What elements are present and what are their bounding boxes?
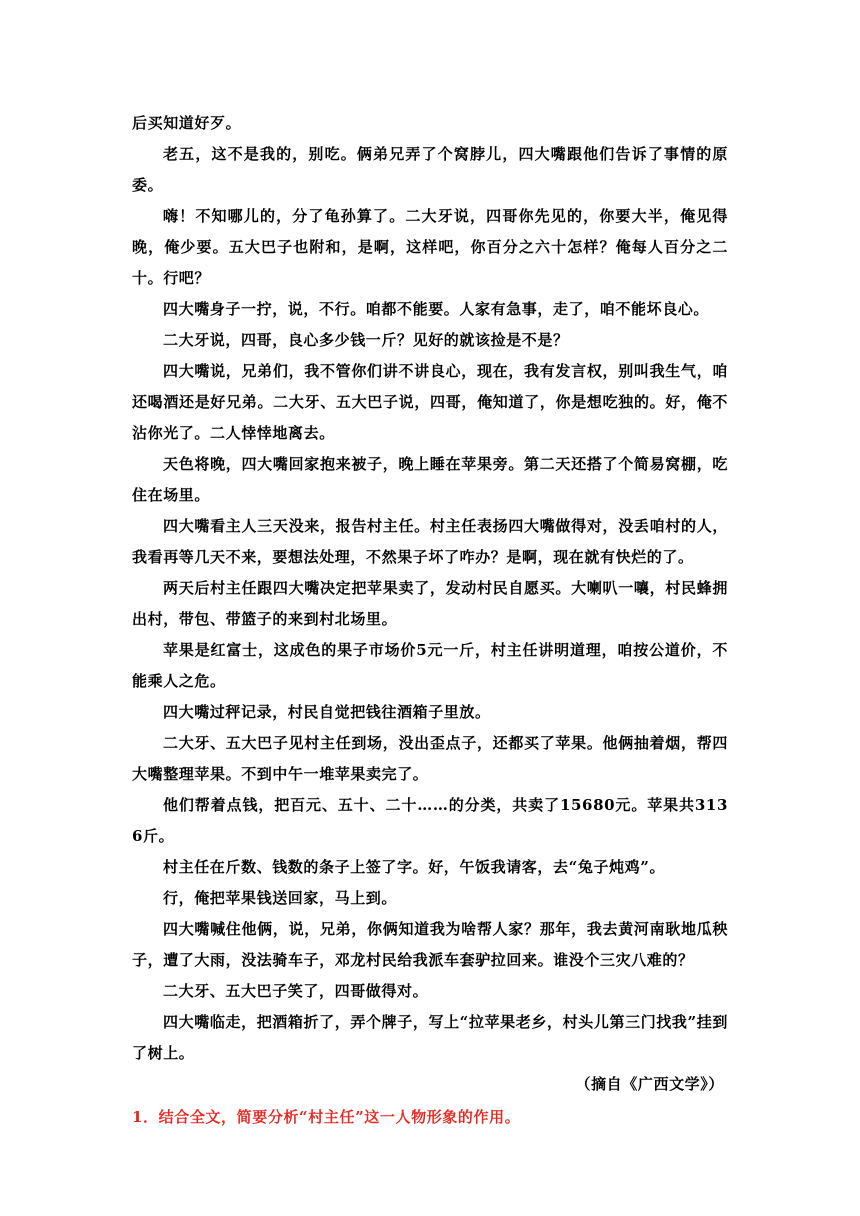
paragraph-12: 他们帮着点钱，把百元、五十、二十……的分类，共卖了15680元。苹果共3136斤。: [132, 796, 728, 845]
paragraph-1: 老五，这不是我的，别吃。俩弟兄弄了个窝脖儿，四大嘴跟他们告诉了事情的原委。: [132, 145, 728, 194]
paragraph-continuation: 后买知道好歹。: [132, 114, 242, 132]
paragraph-13: 村主任在斤数、钱数的条子上签了字。好，午饭我请客，去“兔子炖鸡”。: [163, 858, 666, 876]
paragraph-6: 天色将晚，四大嘴回家抱来被子，晚上睡在苹果旁。第二天还搭了个简易窝棚，吃住在场里。: [132, 455, 728, 504]
paragraph-17: 四大嘴临走，把酒箱折了，弄个牌子，写上“拉苹果老乡，村头儿第三门找我”挂到了树上。: [132, 1013, 728, 1062]
paragraph-15: 四大嘴喊住他俩，说，兄弟，你俩知道我为啥帮人家？那年，我去黄河南耿地瓜秧子，遭了大雨，没法骑车子，邓龙村民给我派车套驴拉回来。谁没个三灾八难的？: [132, 920, 728, 969]
paragraph-14: 行，俺把苹果钱送回家，马上到。: [163, 889, 398, 907]
paragraph-5: 四大嘴说，兄弟们，我不管你们讲不讲良心，现在，我有发言权，别叫我生气，咱还喝酒还是好兄弟。二大牙、五大巴子说，四哥，俺知道了，你是想吃独的。好，俺不沾你光了。二人悻悻地离去。: [132, 362, 728, 442]
paragraph-2: 嗨！不知哪儿的，分了龟孙算了。二大牙说，四哥你先见的，你要大半，俺见得晚，俺少要。五大巴子也附和，是啊，这样吧，你百分之六十怎样？俺每人百分之二十。行吧？: [132, 207, 728, 287]
paragraph-16: 二大牙、五大巴子笑了，四哥做得对。: [163, 982, 429, 1000]
paragraph-10: 四大嘴过秤记录，村民自觉把钱往酒箱子里放。: [163, 703, 491, 721]
question-1: 1．结合全文，简要分析“村主任”这一人物形象的作用。: [132, 1108, 521, 1126]
article-body: [132, 108, 728, 1133]
paragraph-8: 两天后村主任跟四大嘴决定把苹果卖了，发动村民自愿买。大喇叭一嚷，村民蜂拥出村，带包、带篮子的来到村北场里。: [132, 579, 728, 628]
paragraph-4: 二大牙说，四哥，良心多少钱一斤？见好的就该捡是不是？: [163, 331, 569, 349]
paragraph-11: 二大牙、五大巴子见村主任到场，没出歪点子，还都买了苹果。他俩抽着烟，帮四大嘴整理苹果。不到中午一堆苹果卖完了。: [132, 734, 728, 783]
source-citation: （摘自《广西文学》）: [575, 1075, 724, 1093]
paragraph-3: 四大嘴身子一拧，说，不行。咱都不能要。人家有急事，走了，咱不能坏良心。: [163, 300, 710, 318]
paragraph-7: 四大嘴看主人三天没来，报告村主任。村主任表扬四大嘴做得对，没丢咱村的人，我看再等几天不来，要想法处理，不然果子坏了咋办？是啊，现在就有快烂的了。: [132, 517, 728, 566]
paragraph-9: 苹果是红富士，这成色的果子市场价5元一斤，村主任讲明道理，咱按公道价，不能乘人之危。: [132, 641, 728, 690]
